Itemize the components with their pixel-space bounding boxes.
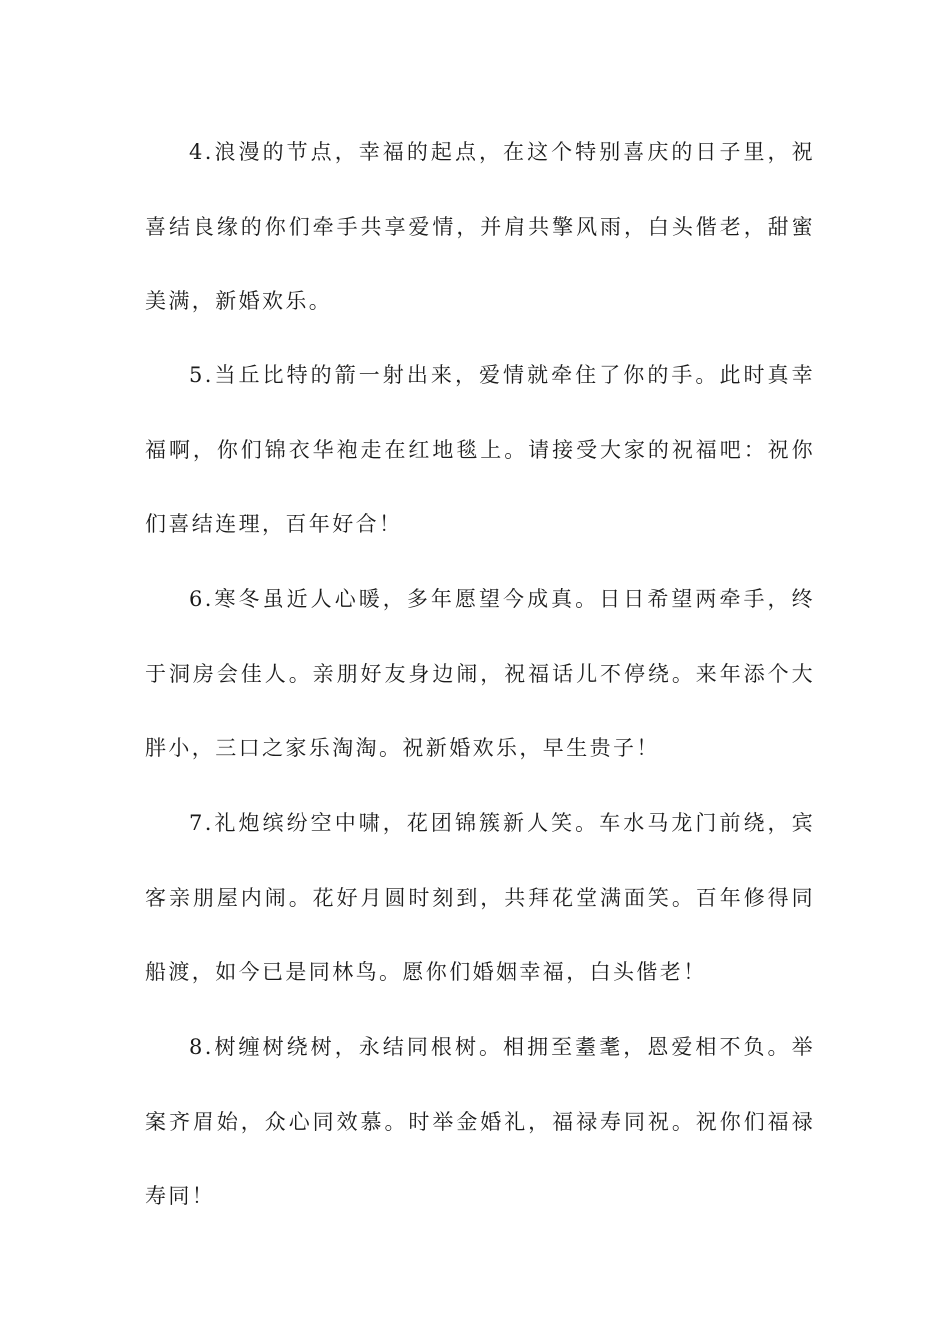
paragraph-5: 5.当丘比特的箭一射出来，爱情就牵住了你的手。此时真幸福啊，你们锦衣华袍走在红地毯上。请接受大家的祝福吧：祝你们喜结连理，百年好合！ bbox=[145, 363, 815, 536]
paragraph-4: 4.浪漫的节点，幸福的起点，在这个特别喜庆的日子里，祝喜结良缘的你们牵手共享爱情，并肩共擎风雨，白头偕老，甜蜜美满，新婚欢乐。 bbox=[145, 140, 815, 313]
paragraph-8: 8.树缠树绕树，永结同根树。相拥至耋耄，恩爱相不负。举案齐眉始，众心同效慕。时举金婚礼，福禄寿同祝。祝你们福禄寿同！ bbox=[145, 1035, 815, 1208]
paragraph-7: 7.礼炮缤纷空中啸，花团锦簇新人笑。车水马龙门前绕，宾客亲朋屋内闹。花好月圆时刻到，共拜花堂满面笑。百年修得同船渡，如今已是同林鸟。愿你们婚姻幸福，白头偕老！ bbox=[145, 811, 815, 984]
paragraph-6: 6.寒冬虽近人心暖，多年愿望今成真。日日希望两牵手，终于洞房会佳人。亲朋好友身边闹，祝福话儿不停绕。来年添个大胖小，三口之家乐淘淘。祝新婚欢乐，早生贵子！ bbox=[145, 587, 815, 760]
